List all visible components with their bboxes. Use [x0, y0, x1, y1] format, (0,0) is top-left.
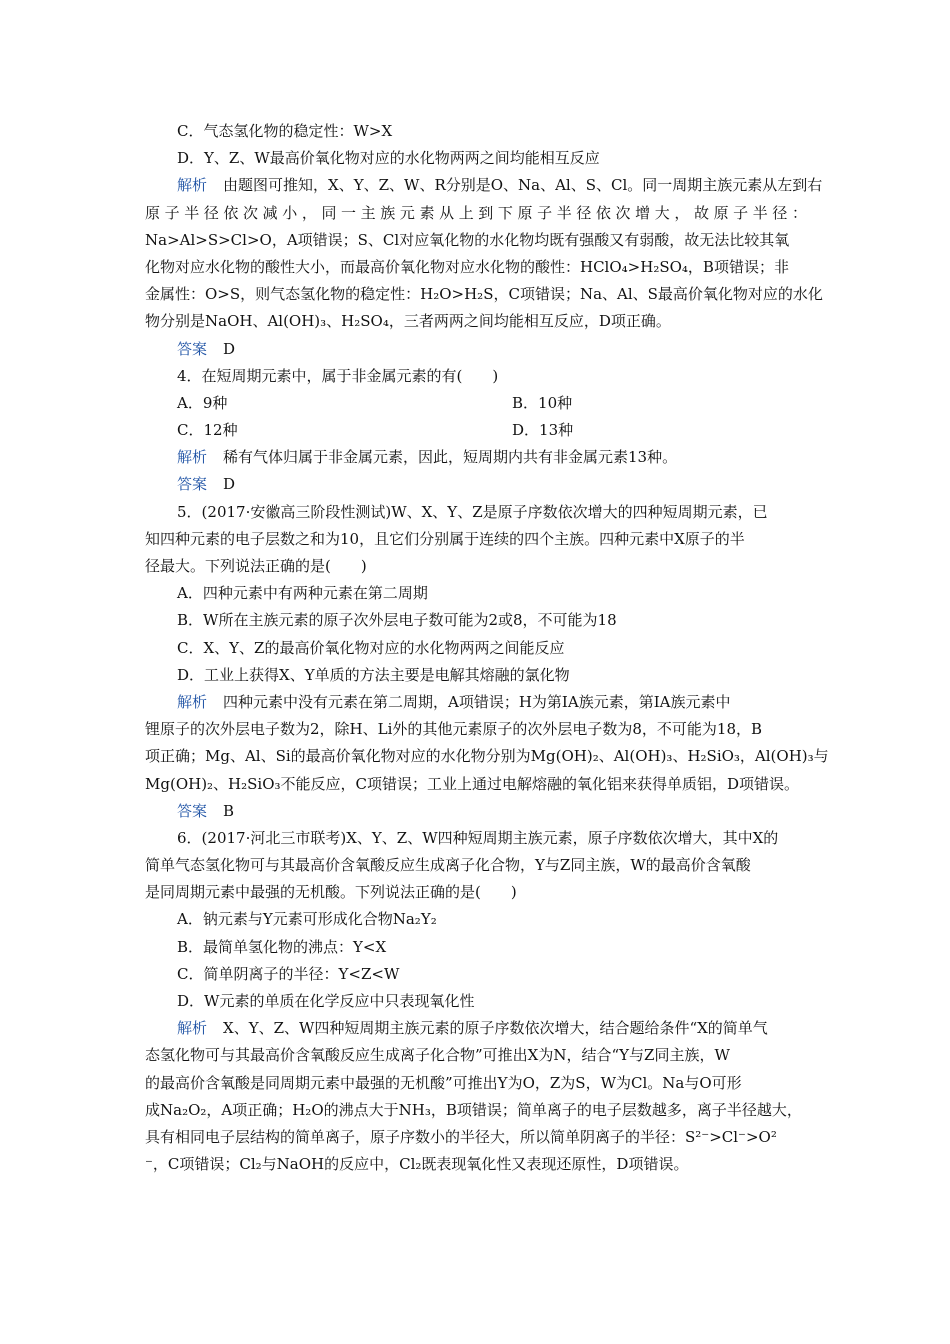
q5-option-d: D．工业上获得X、Y单质的方法主要是电解其熔融的氯化物	[177, 665, 570, 684]
q4-option-a: A．9种	[177, 393, 228, 412]
q5-analysis-line: 解析 四种元素中没有元素在第二周期，A项错误；H为第ⅠA族元素，第ⅠA族元素中	[177, 692, 731, 711]
q3-option-d: D．Y、Z、W最高价氧化物对应的水化物两两之间均能相互反应	[177, 149, 600, 168]
q6-option-c: C．简单阴离子的半径：Y<Z<W	[177, 964, 400, 983]
q3-analysis-line: Na>Al>S>Cl>O，A项错误；S、Cl对应氧化物的水化物均既有强酸又有弱酸，故无法比较其氧	[145, 230, 790, 249]
q3-analysis-line: 金属性：O>S，则气态氢化物的稳定性：H₂O>H₂S，C项错误；Na、Al、S最高价氧化物对应的水化	[145, 285, 823, 304]
q3-analysis-line: 原子半径依次减小，同一主族元素从上到下原子半径依次增大，故原子半径：	[145, 203, 807, 222]
document-page	[145, 118, 829, 1178]
q5-stem-line: 5．(2017·安徽高三阶段性测试)W、X、Y、Z是原子序数依次增大的四种短周期元素，已	[177, 502, 768, 521]
q6-analysis-line: 的最高价含氧酸是同周期元素中最强的无机酸”可推出Y为O，Z为S，W为Cl。Na与O可形	[145, 1073, 742, 1092]
analysis-label: 解析	[177, 692, 208, 711]
q3-analysis-line: 物分别是NaOH、Al(OH)₃、H₂SO₄，三者两两之间均能相互反应，D项正确。	[145, 312, 671, 331]
answer-label: 答案	[177, 339, 208, 358]
q6-analysis-line: 态氢化物可与其最高价含氧酸反应生成离子化合物”可推出X为N，结合“Y与Z同主族，W	[145, 1046, 730, 1065]
answer-label: 答案	[177, 801, 208, 820]
analysis-label: 解析	[177, 1019, 208, 1038]
q4-analysis: 解析 稀有气体归属于非金属元素，因此，短周期内共有非金属元素13种。	[177, 448, 678, 467]
q3-analysis-line: 化物对应水化物的酸性大小，而最高价氧化物对应水化物的酸性：HClO₄>H₂SO₄，B项错误；非	[145, 257, 789, 276]
q6-analysis-line: ⁻，C项错误；Cl₂与NaOH的反应中，Cl₂既表现氧化性又表现还原性，D项错误。	[145, 1155, 689, 1174]
q3-analysis-line: 解析 由题图可推知，X、Y、Z、W、R分别是O、Na、Al、S、Cl。同一周期主族元素从左到右	[177, 176, 823, 195]
q4-option-c: C．12种	[177, 421, 238, 440]
q6-stem-line: 简单气态氢化物可与其最高价含氧酸反应生成离子化合物，Y与Z同主族，W的最高价含氧酸	[145, 856, 751, 875]
q6-analysis-line: 成Na₂O₂，A项正确；H₂O的沸点大于NH₃，B项错误；简单离子的电子层数越多，离子半径越大，	[145, 1100, 802, 1119]
q4-option-d: D．13种	[512, 421, 574, 440]
q4-answer: 答案 D	[177, 475, 236, 494]
q3-option-c: C．气态氢化物的稳定性：W>X	[177, 122, 393, 140]
q4-options-row	[145, 390, 807, 417]
q6-option-b: B．最简单氢化物的沸点：Y<X	[177, 937, 387, 956]
q5-option-a: A．四种元素中有两种元素在第二周期	[177, 584, 428, 603]
q3-answer: 答案 D	[177, 339, 236, 358]
analysis-label: 解析	[177, 176, 208, 195]
q5-option-b: B．W所在主族元素的原子次外层电子数可能为2或8，不可能为18	[177, 611, 617, 630]
q5-analysis-line: 锂原子的次外层电子数为2，除H、Li外的其他元素原子的次外层电子数为8，不可能为18，B	[145, 720, 763, 739]
q4-option-b: B．10种	[512, 393, 573, 412]
q6-option-a: A．钠元素与Y元素可形成化合物Na₂Y₂	[177, 910, 437, 929]
q5-analysis-line: Mg(OH)₂、H₂SiO₃不能反应，C项错误；工业上通过电解熔融的氧化铝来获得单质铝，D项错误。	[145, 774, 800, 793]
q6-analysis-line: 具有相同电子层结构的简单离子，原子序数小的半径大，所以简单阴离子的半径：S²⁻>Cl⁻>O²	[145, 1127, 777, 1146]
analysis-label: 解析	[177, 448, 208, 467]
q5-stem-line: 径最大。下列说法正确的是( )	[145, 557, 367, 575]
q6-analysis-line: 解析 X、Y、Z、W四种短周期主族元素的原子序数依次增大，结合题给条件“X的简单气	[177, 1019, 768, 1038]
q4-options-row	[145, 417, 807, 444]
q5-stem-line: 知四种元素的电子层数之和为10，且它们分别属于连续的四个主族。四种元素中X原子的半	[145, 529, 745, 548]
answer-label: 答案	[177, 475, 208, 494]
q4-stem: 4．在短周期元素中，属于非金属元素的有( )	[177, 366, 499, 385]
q6-option-d: D．W元素的单质在化学反应中只表现氧化性	[177, 992, 475, 1010]
q6-stem-line: 是同周期元素中最强的无机酸。下列说法正确的是( )	[145, 883, 517, 902]
q5-analysis-line: 项正确；Mg、Al、Si的最高价氧化物对应的水化物分别为Mg(OH)₂、Al(OH)₃、H₂SiO₃，Al(OH)₃与	[145, 747, 829, 766]
q5-option-c: C．X、Y、Z的最高价氧化物对应的水化物两两之间能反应	[177, 638, 565, 657]
q6-stem-line: 6．(2017·河北三市联考)X、Y、Z、W四种短周期主族元素，原子序数依次增大，其中X的	[177, 828, 779, 847]
q5-answer: 答案 B	[177, 801, 235, 820]
